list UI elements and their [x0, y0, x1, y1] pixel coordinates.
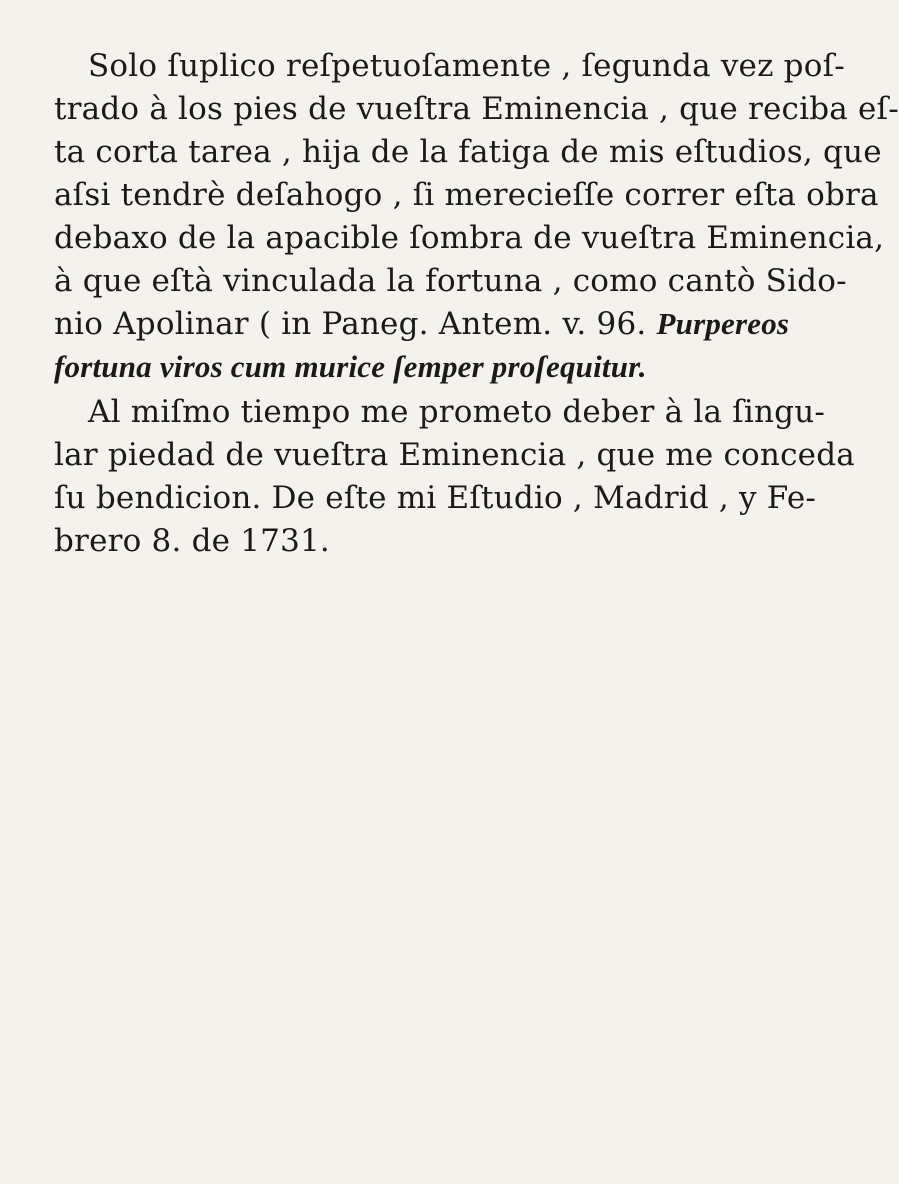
body2-line-4: brero 8. de 1731. [54, 523, 330, 559]
body2-line-1: Al miſmo tiempo me prometo deber à la ſingu- [88, 394, 826, 430]
body-line-7 [54, 304, 789, 344]
body2-line-3: ſu bendicion. De eſte mi Eſtudio , Madrid , y Fe- [54, 480, 817, 516]
latin-quote-start: Purpereos [656, 306, 790, 341]
body-line-7-text: nio Apolinar ( in Paneg. Antem. v. 96. [54, 306, 647, 342]
latin-quote-line: fortuna viros cum murice ſemper proſequitur. [54, 349, 647, 384]
body-line-3: ta corta tarea , hija de la fatiga de mis eſtudios, que [54, 134, 882, 170]
body-line-5: debaxo de la apacible ſombra de vueſtra Eminencia, [54, 220, 885, 256]
body2-line-2: lar piedad de vueſtra Eminencia , que me conceda [54, 437, 855, 473]
body-line-6: à que eſtà vinculada la fortuna , como cantò Sido- [54, 263, 847, 299]
body-line-1: Solo ſuplico reſpetuoſamente , ſegunda vez poſ- [88, 48, 845, 84]
body-line-2: trado à los pies de vueſtra Eminencia , que reciba eſ- [54, 91, 899, 127]
body-line-4: aſsi tendrè deſahogo , ſi merecieſſe correr eſta obra [54, 177, 879, 213]
